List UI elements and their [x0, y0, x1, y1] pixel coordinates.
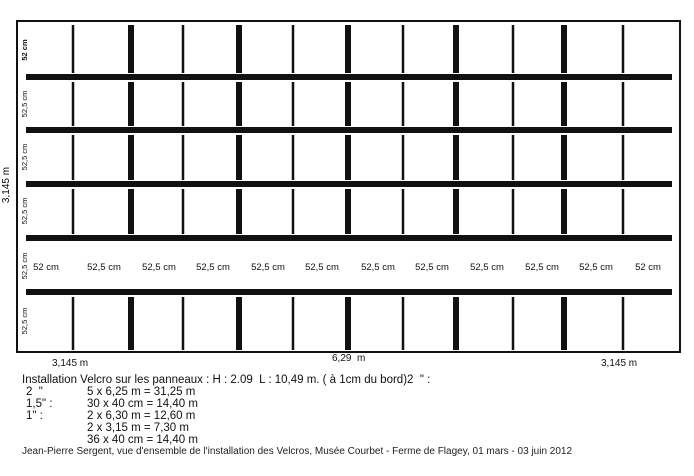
caption-credit: Jean-Pierre Sergent, vue d'ensemble de l'installation des Velcros, Musée Courbet - Ferme de Flagey, 01 mars - 03 juin 2012 — [22, 446, 573, 457]
velcro-vertical-strips — [72, 25, 625, 350]
spec-label: 1" : — [26, 410, 43, 422]
horizontal-velcro-strip — [26, 74, 672, 80]
spec-label: 2 " — [26, 386, 43, 398]
horizontal-velcro-strip — [26, 181, 672, 187]
column-width-label: 52 cm — [635, 262, 661, 273]
vertical-velcro-strip-thin — [182, 135, 185, 180]
vertical-velcro-strip-thin — [182, 82, 185, 126]
spec-value: 30 x 40 cm = 14,40 m — [87, 398, 198, 410]
vertical-velcro-strip-thick — [561, 297, 567, 350]
vertical-velcro-strip-thin — [622, 135, 625, 180]
vertical-velcro-strip-thick — [128, 297, 134, 350]
vertical-velcro-strip-thick — [345, 297, 351, 350]
row-height-label: 52,5 cm — [20, 197, 29, 225]
vertical-velcro-strip-thin — [182, 25, 185, 73]
vertical-velcro-strip-thin — [72, 82, 75, 126]
vertical-velcro-strip-thick — [236, 297, 242, 350]
vertical-velcro-strip-thick — [236, 82, 242, 126]
column-width-label: 52,5 cm — [579, 262, 613, 273]
vertical-velcro-strip-thick — [561, 82, 567, 126]
column-width-label: 52,5 cm — [142, 262, 176, 273]
spec-value: 36 x 40 cm = 14,40 m — [87, 434, 198, 446]
row-height-label: 52,5 cm — [20, 90, 29, 118]
vertical-velcro-strip-thin — [512, 135, 515, 180]
vertical-velcro-strip-thick — [561, 25, 567, 73]
column-width-labels — [33, 262, 661, 273]
column-width-label: 52,5 cm — [470, 262, 504, 273]
horizontal-velcro-strip — [26, 127, 672, 133]
spec-label: 1,5" : — [26, 398, 53, 410]
vertical-velcro-strip-thin — [622, 297, 625, 350]
column-width-label: 52,5 cm — [305, 262, 339, 273]
vertical-velcro-strip-thick — [453, 82, 459, 126]
vertical-velcro-strip-thick — [561, 135, 567, 180]
column-width-label: 52,5 cm — [361, 262, 395, 273]
vertical-velcro-strip-thick — [453, 25, 459, 73]
outer-height-label: 3,145 m — [1, 166, 12, 204]
bottom-dim-left: 3,145 m — [52, 358, 89, 369]
vertical-velcro-strip-thin — [512, 189, 515, 234]
vertical-velcro-strip-thin — [292, 135, 295, 180]
row-height-label: 52 cm — [20, 39, 29, 61]
vertical-velcro-strip-thin — [402, 189, 405, 234]
column-width-label: 52,5 cm — [251, 262, 285, 273]
vertical-velcro-strip-thick — [453, 135, 459, 180]
vertical-velcro-strip-thick — [453, 297, 459, 350]
spec-value: 2 x 6,30 m = 12,60 m — [87, 410, 196, 422]
vertical-velcro-strip-thin — [402, 25, 405, 73]
spec-value: 5 x 6,25 m = 31,25 m — [87, 386, 196, 398]
vertical-velcro-strip-thin — [72, 135, 75, 180]
vertical-velcro-strip-thin — [72, 297, 75, 350]
vertical-velcro-strip-thick — [561, 189, 567, 234]
row-height-label: 52,5 cm — [20, 252, 29, 280]
vertical-velcro-strip-thin — [292, 82, 295, 126]
vertical-velcro-strip-thin — [402, 82, 405, 126]
vertical-velcro-strip-thin — [622, 25, 625, 73]
column-width-label: 52,5 cm — [525, 262, 559, 273]
vertical-velcro-strip-thin — [402, 297, 405, 350]
vertical-velcro-strip-thick — [345, 189, 351, 234]
column-width-label: 52,5 cm — [196, 262, 230, 273]
vertical-velcro-strip-thick — [236, 135, 242, 180]
vertical-velcro-strip-thin — [622, 82, 625, 126]
vertical-velcro-strip-thick — [236, 189, 242, 234]
bottom-dim-right: 3,145 m — [601, 358, 638, 369]
vertical-velcro-strip-thick — [128, 135, 134, 180]
vertical-velcro-strip-thick — [345, 135, 351, 180]
horizontal-velcro-strip — [26, 289, 672, 295]
column-width-label: 52,5 cm — [87, 262, 121, 273]
vertical-velcro-strip-thin — [622, 189, 625, 234]
spec-value: 2 x 3,15 m = 7,30 m — [87, 422, 189, 434]
vertical-velcro-strip-thick — [453, 189, 459, 234]
column-width-label: 52,5 cm — [415, 262, 449, 273]
vertical-velcro-strip-thin — [512, 297, 515, 350]
vertical-velcro-strip-thick — [345, 25, 351, 73]
vertical-velcro-strip-thin — [292, 189, 295, 234]
vertical-velcro-strip-thin — [182, 189, 185, 234]
vertical-velcro-strip-thick — [128, 189, 134, 234]
vertical-velcro-strip-thick — [236, 25, 242, 73]
vertical-velcro-strip-thin — [292, 25, 295, 73]
row-height-label: 52,5 cm — [20, 307, 29, 335]
bottom-dim-center: 6,29 m — [332, 353, 366, 364]
column-width-label: 52 cm — [33, 262, 59, 273]
vertical-velcro-strip-thin — [72, 189, 75, 234]
vertical-velcro-strip-thin — [512, 25, 515, 73]
caption-title: Installation Velcro sur les panneaux : H : 2.09 L : 10,49 m. ( à 1cm du bord)2 " : — [22, 374, 431, 386]
vertical-velcro-strip-thin — [402, 135, 405, 180]
vertical-velcro-strip-thin — [292, 297, 295, 350]
vertical-velcro-strip-thin — [182, 297, 185, 350]
row-height-label: 52,5 cm — [20, 143, 29, 171]
vertical-velcro-strip-thick — [128, 82, 134, 126]
vertical-velcro-strip-thin — [512, 82, 515, 126]
horizontal-velcro-strip — [26, 235, 672, 241]
vertical-velcro-strip-thin — [72, 25, 75, 73]
vertical-velcro-strip-thick — [345, 82, 351, 126]
vertical-velcro-strip-thick — [128, 25, 134, 73]
